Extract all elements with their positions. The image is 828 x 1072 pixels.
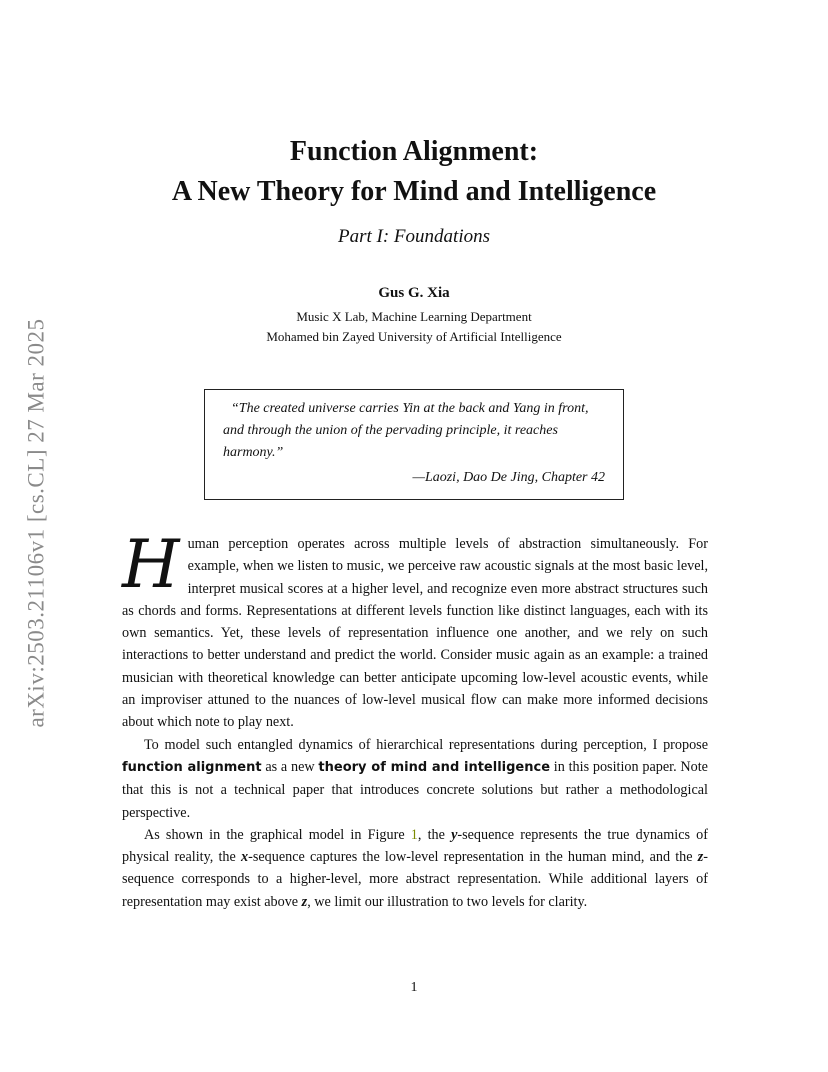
- paragraph-3-text-f: , we limit our illustration to two levels for clarity.: [307, 893, 588, 910]
- author-name: Gus G. Xia: [378, 285, 450, 301]
- paper-subtitle: Part I: Foundations: [338, 226, 490, 247]
- paragraph-3-text-c: -sequence represents the true dynamics of physical reality, the: [122, 826, 708, 866]
- paragraph-3-text-e: -sequence corresponds to a higher-level, more abstract representation. While additional layers of representation may exist above: [122, 849, 708, 910]
- variable-x: x: [241, 849, 249, 866]
- epigraph-attribution: —Laozi, Dao De Jing, Chapter 42: [412, 470, 605, 485]
- body-text: [122, 526, 708, 913]
- epigraph-box: [204, 389, 624, 500]
- paper-title-line-2: A New Theory for Mind and Intelligence: [171, 176, 657, 207]
- paragraph-2: [122, 734, 708, 824]
- arxiv-stamp-text: arXiv:2503.21106v1 [cs.CL] 27 Mar 2025: [24, 317, 49, 728]
- paragraph-3: [122, 824, 708, 913]
- variable-z: z: [697, 849, 704, 866]
- author-affiliation-lab: Music X Lab, Machine Learning Department: [296, 309, 532, 324]
- epigraph-quote: “The created universe carries Yin at the back and Yang in front, and through the union of the pervading principle, it reaches harmony.”: [223, 401, 589, 460]
- variable-y: y: [451, 826, 458, 843]
- paper-title-line-1: Function Alignment:: [289, 136, 539, 167]
- paragraph-2-text-a: To model such entangled dynamics of hierarchical representations during perception, I propose: [144, 736, 708, 753]
- paragraph-2-text-b: as a new: [261, 758, 319, 775]
- term-theory-of-mind: theory of mind and intelligence: [318, 759, 551, 775]
- paragraph-3-text-d: -sequence captures the low-level representation in the human mind, and the: [248, 849, 698, 866]
- author-block: [100, 285, 728, 347]
- paragraph-1: [122, 526, 708, 734]
- paragraph-1-text: uman perception operates across multiple levels of abstraction simultaneously. For example, when we listen to music, we perceive raw acoustic signals at the most basic level, interpret musical scores at a higher level, and recognize even more abstract structures such as chords and forms. Representations at different levels function like distinct languages, each with its own semantics. Yet, these levels of representation influence one another, and we rely on such interactions to better understand and predict the world. Consider music again as an example: a trained musician with theoretical knowledge can better anticipate upcoming low-level acoustic events, while an improviser attuned to the nuances of low-level musical flow can make more informed decisions about which note to play next.: [122, 536, 708, 731]
- page-number: 1: [410, 980, 418, 995]
- variable-z-2: z: [301, 893, 308, 910]
- figure-1-link[interactable]: 1: [410, 826, 418, 843]
- term-function-alignment: function alignment: [122, 759, 262, 775]
- title-block: [100, 132, 728, 248]
- paragraph-3-text-b: , the: [417, 826, 452, 843]
- paragraph-2-text-c: in this position paper. Note that this is not a technical paper that introduces concrete solutions but rather a methodological perspective.: [122, 758, 708, 821]
- drop-cap: H: [122, 526, 180, 603]
- paragraph-3-text-a: As shown in the graphical model in Figure: [144, 826, 411, 843]
- author-affiliation-university: Mohamed bin Zayed University of Artificial Intelligence: [266, 329, 562, 344]
- arxiv-identifier-stamp: [12, 285, 62, 760]
